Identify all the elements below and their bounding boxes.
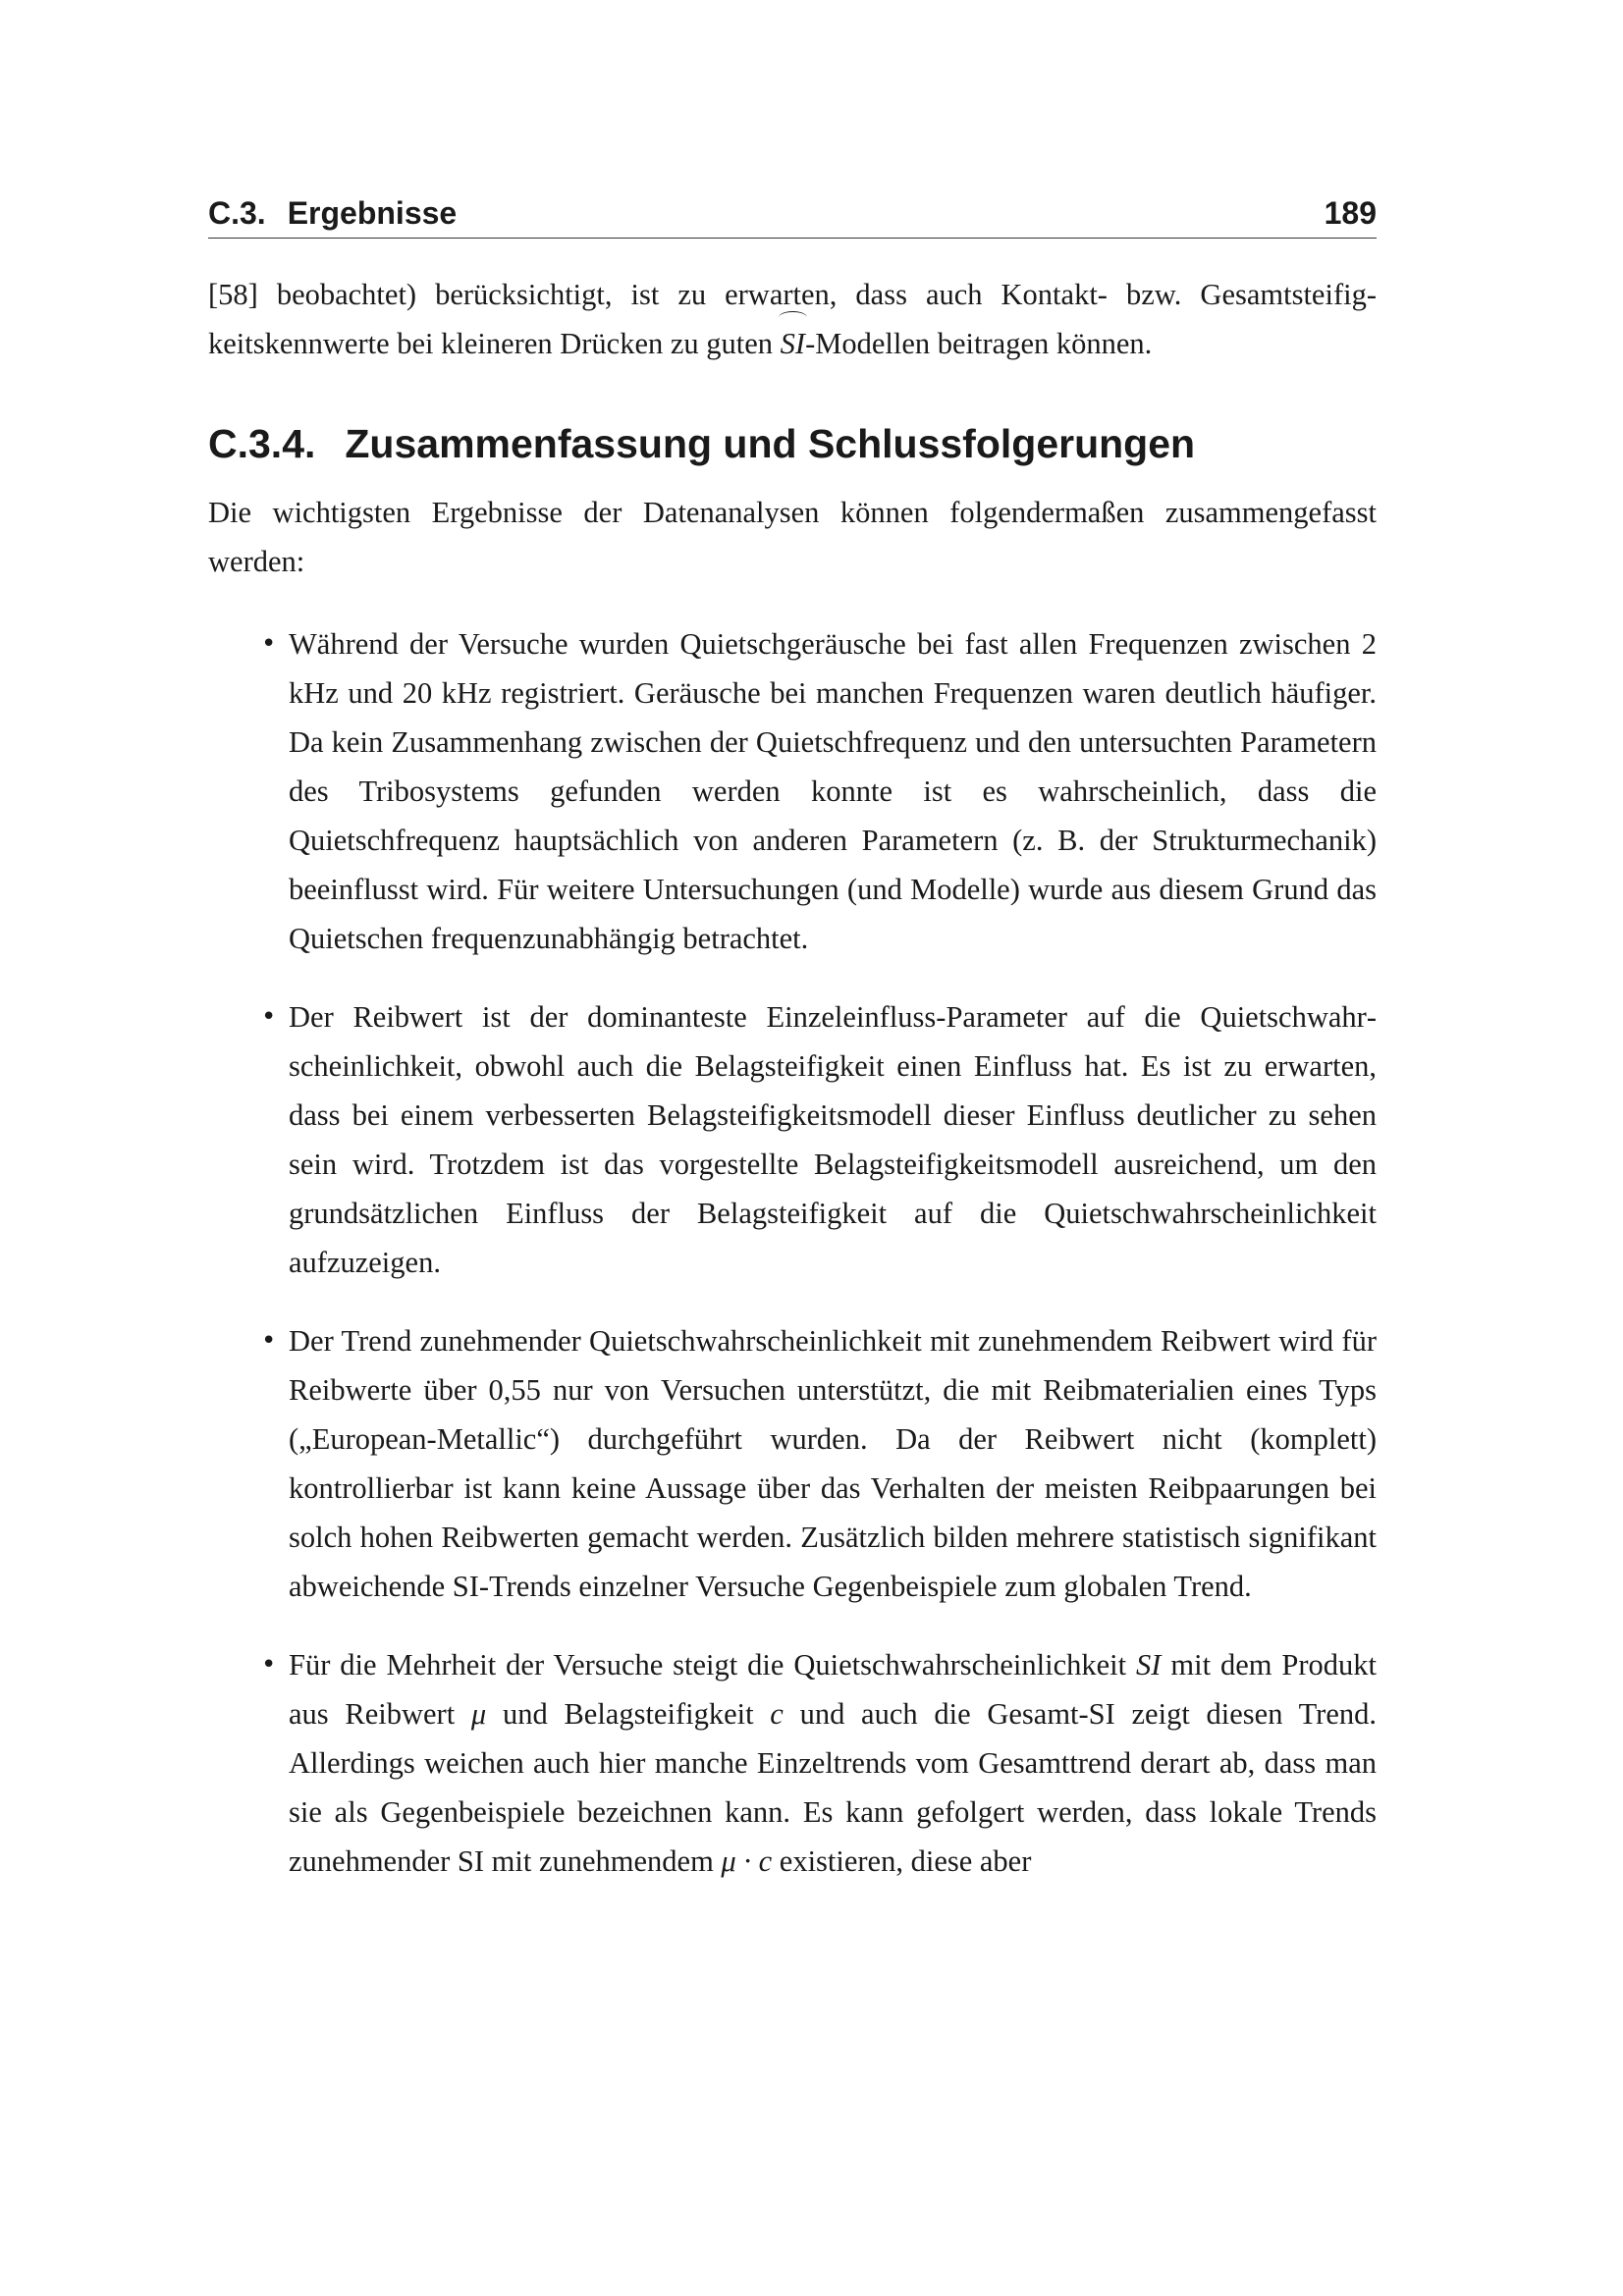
bullet-icon: •: [261, 629, 277, 659]
bullet-icon: •: [261, 1326, 277, 1356]
section-heading: [208, 419, 1377, 468]
list-item-text: Der Trend zunehmender Quietschwahrscheinlichkeit mit zunehmendem Reibwert wird für Reibwerte über 0,55 nur von Versuchen unterstützt, die mit Reibmaterialien eines Typs („European-Metallic“) durchgeführt wurden. Da der Reibwert nicht (komplett) kontrollierbar ist kann keine Aussage über das Verhalten der meisten Reibpaarungen bei solch hohen Reibwerten gemacht werden. Zusätzlich bilden mehrere statistisch signifikant abweichende SI-Trends einzelner Versuche Gegenbeispiele zum globalen Trend.: [289, 1324, 1377, 1603]
text-segment: mit dem Produkt aus Reibwert: [289, 1648, 1377, 1731]
running-header: [208, 194, 1377, 239]
list-item: [208, 619, 1377, 963]
findings-list: [208, 619, 1377, 1886]
bullet-icon: •: [261, 1002, 277, 1032]
section-title: Zusammenfassung und Schlussfolgerungen: [345, 421, 1196, 466]
text-segment: und auch die Gesamt-SI zeigt diesen Trend. Allerdings weichen auch hier manche Einzeltrends vom Gesamttrend derart ab, dass man sie als Gegenbeispiele bezeichnen kann. Es kann gefolgert werden, dass lokale Trends zunehmender SI mit zunehmendem: [289, 1697, 1377, 1878]
list-item-text: Der Reibwert ist der dominanteste Einzeleinfluss-Parameter auf die Quietschwahrscheinlichkeit, obwohl auch die Belagsteifigkeit einen Einfluss hat. Es ist zu erwarten, dass bei einem verbesserten Belagsteifigkeitsmodell dieser Einfluss deutlicher zu sehen sein wird. Trotzdem ist das vorgestellte Belagsteifigkeitsmodell ausreichend, um den grundsätzlichen Einfluss der Belagsteifigkeit auf die Quietschwahrscheinlichkeit aufzuzeigen.: [289, 1000, 1377, 1279]
list-item-text: [289, 1648, 1377, 1878]
math-mu-times-c: μ · c: [721, 1844, 773, 1878]
intro-text-part1: [58] beobachtet) berücksichtigt, ist zu erwarten, dass auch Kontakt- bzw. Gesamtsteifigkeitskennwerte bei kleineren Drücken zu guten: [208, 278, 1377, 360]
text-segment: Für die Mehrheit der Versuche steigt die Quietschwahrscheinlichkeit: [289, 1648, 1137, 1682]
text-segment: existieren, diese aber: [772, 1844, 1032, 1878]
intro-paragraph: [208, 270, 1377, 368]
section-number: C.3.4.: [208, 421, 316, 466]
list-item: [208, 992, 1377, 1287]
bullet-icon: •: [261, 1650, 277, 1680]
math-si: SI: [1136, 1648, 1162, 1682]
document-page: [208, 194, 1377, 1915]
list-item-text: Während der Versuche wurden Quietschgeräusche bei fast allen Frequenzen zwischen 2 kHz und 20 kHz registriert. Geräusche bei manchen Frequenzen waren deutlich häufiger. Da kein Zusammenhang zwischen der Quietschfrequenz und den untersuchten Parametern des Tribosystems gefunden werden konnte ist es wahrscheinlich, dass die Quietschfrequenz hauptsächlich von anderen Parametern (z. B. der Strukturmechanik) beeinflusst wird. Für weitere Untersuchungen (und Modelle) wurde aus diesem Grund das Quietschen frequenzunabhängig betrachtet.: [289, 627, 1377, 955]
text-segment: und Belagsteifigkeit: [486, 1697, 771, 1731]
math-mu: μ: [470, 1697, 487, 1731]
list-item: [208, 1640, 1377, 1886]
header-section: [208, 194, 457, 232]
lead-paragraph: Die wichtigsten Ergebnisse der Datenanalysen können folgendermaßen zusammengefasst werden:: [208, 496, 1377, 578]
header-section-title: Ergebnisse: [287, 195, 458, 231]
header-section-number: C.3.: [208, 195, 266, 231]
si-hat-symbol: [781, 319, 805, 368]
intro-text-part2: -Modellen beitragen können.: [805, 327, 1153, 360]
math-c: c: [770, 1697, 784, 1731]
si-hat-text: SI: [780, 327, 806, 360]
hat-accent: [779, 311, 807, 324]
list-item: [208, 1316, 1377, 1611]
page-number: 189: [1324, 195, 1377, 231]
